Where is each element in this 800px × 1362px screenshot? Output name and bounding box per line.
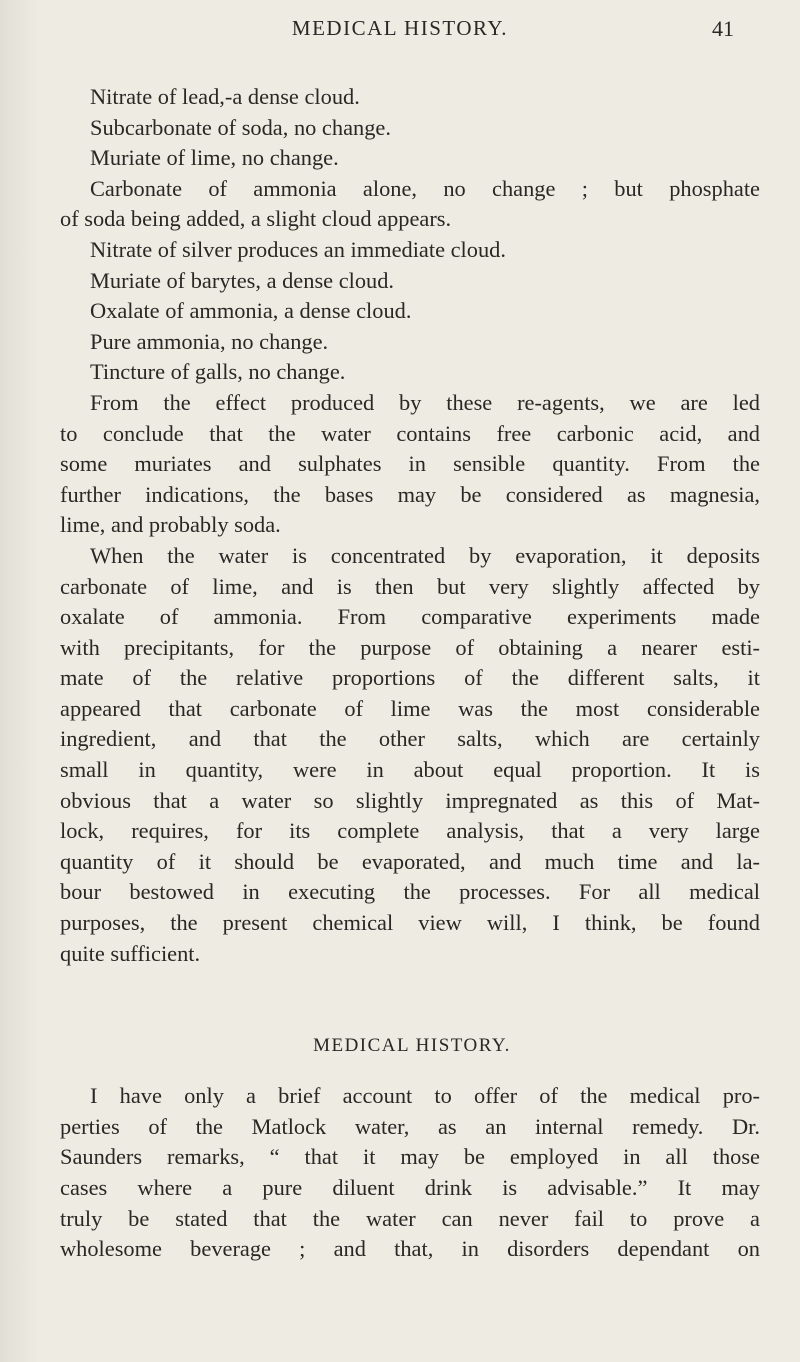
- chemical-tests-section: [60, 82, 760, 969]
- text-line: truly be stated that the water can never fail to prove a: [60, 1205, 760, 1231]
- text-line: When the water is concentrated by evaporation, it deposits: [90, 542, 760, 568]
- text-line: ingredient, and that the other salts, which are certainly: [60, 726, 760, 752]
- running-title: MEDICAL HISTORY.: [291, 16, 509, 40]
- text-line: Nitrate of silver produces an immediate cloud.: [90, 236, 506, 262]
- text-line: oxalate of ammonia. From comparative experiments made: [60, 604, 760, 630]
- text-line: quantity of it should be evaporated, and much time and la-: [60, 848, 760, 874]
- text-line: small in quantity, were in about equal proportion. It is: [60, 757, 760, 783]
- text-line: to conclude that the water contains free carbonic acid, and: [60, 420, 760, 446]
- text-line: lock, requires, for its complete analysis, that a very large: [60, 818, 760, 844]
- text-line: some muriates and sulphates in sensible quantity. From the: [60, 451, 760, 477]
- text-line: obvious that a water so slightly impregnated as this of Mat-: [60, 787, 760, 813]
- text-line: with precipitants, for the purpose of obtaining a nearer esti-: [60, 634, 760, 660]
- text-line: Carbonate of ammonia alone, no change ; but phosphate: [90, 175, 760, 201]
- text-line: further indications, the bases may be considered as magnesia,: [60, 481, 760, 507]
- text-line: mate of the relative proportions of the different salts, it: [60, 665, 760, 691]
- section-heading: MEDICAL HISTORY.: [313, 1035, 511, 1057]
- text-line: of soda being added, a slight cloud appears.: [60, 206, 452, 232]
- text-line: carbonate of lime, and is then but very slightly affected by: [60, 573, 760, 599]
- text-line: wholesome beverage ; and that, in disorders dependant on: [60, 1236, 760, 1262]
- text-line: Tincture of galls, no change.: [90, 359, 346, 385]
- text-line: Nitrate of lead,-a dense cloud.: [90, 84, 360, 109]
- text-line: Muriate of barytes, a dense cloud.: [90, 267, 395, 293]
- page-number: 41: [712, 16, 734, 41]
- text-line: perties of the Matlock water, as an internal remedy. Dr.: [60, 1113, 760, 1139]
- text-line: Subcarbonate of soda, no change.: [90, 114, 391, 140]
- text-line: Pure ammonia, no change.: [90, 328, 329, 354]
- text-line: lime, and probably soda.: [60, 512, 281, 538]
- text-line: bour bestowed in executing the processes. For all medical: [60, 879, 760, 905]
- text-line: cases where a pure diluent drink is advisable.” It may: [60, 1175, 760, 1200]
- text-line: Muriate of lime, no change.: [90, 145, 339, 171]
- medical-history-section: [60, 1081, 760, 1265]
- text-line: Oxalate of ammonia, a dense cloud.: [90, 298, 412, 324]
- text-line: I have only a brief account to offer of the medical pro-: [90, 1083, 760, 1109]
- text-line: purposes, the present chemical view will, I think, be found: [60, 910, 760, 936]
- body-text: [60, 82, 760, 1265]
- text-line: quite sufficient.: [60, 940, 201, 966]
- text-line: From the effect produced by these re-agents, we are led: [90, 389, 760, 415]
- text-line: appeared that carbonate of lime was the most considerable: [60, 695, 760, 721]
- running-head: [0, 14, 800, 50]
- text-line: Saunders remarks, “ that it may be employed in all those: [60, 1144, 760, 1170]
